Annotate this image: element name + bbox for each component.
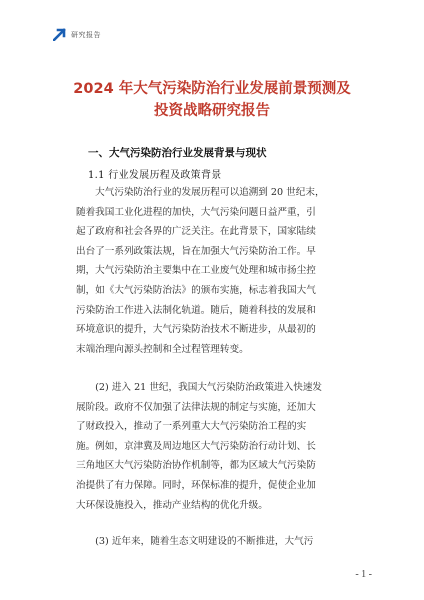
paragraph-line: 三角地区大气污染防治协作机制等，都为区域大气污染防	[76, 460, 316, 472]
paragraph-line: 起了政府和社会各界的广泛关注。在此背景下，国家陆续	[76, 226, 316, 238]
paragraph-line: 施。例如，京津冀及周边地区大气污染防治行动计划、长	[76, 440, 316, 452]
subsection-heading: 1.1 行业发展历程及政策背景	[88, 170, 222, 181]
paragraph-1	[76, 183, 346, 359]
section-heading: 一、大气污染防治行业发展背景与现状	[88, 147, 267, 159]
paragraph-line: 污染防治工作进入法制化轨道。随后，随着科技的发展和	[76, 304, 316, 316]
paragraph-line: (2) 进入 21 世纪，我国大气污染防治政策进入快速发	[76, 382, 323, 393]
header-label: 研究报告	[71, 30, 101, 39]
paragraph-line: 展阶段。政府不仅加强了法律法规的制定与实施，还加大	[76, 401, 316, 413]
paragraph-3	[76, 532, 346, 552]
page-number: - 1 -	[355, 569, 372, 580]
paragraph-line: 治提供了有力保障。同时，环保标准的提升，促使企业加	[76, 479, 316, 491]
title-line-1: 2024 年大气污染防治行业发展前景预测及	[73, 81, 351, 97]
paragraph-2	[76, 378, 346, 515]
paragraph-line: 随着我国工业化进程的加快，大气污染问题日益严重，引	[76, 206, 316, 218]
paragraph-line: 制，如《大气污染防治法》的颁布实施，标志着我国大气	[76, 284, 316, 296]
paragraph-line: 出台了一系列政策法规，旨在加强大气污染防治工作。早	[76, 245, 316, 257]
paragraph-line: 大气污染防治行业的发展历程可以追溯到 20 世纪末，	[76, 187, 325, 198]
document-title	[40, 78, 384, 122]
paragraph-line: (3) 近年来，随着生态文明建设的不断推进，大气污	[76, 536, 314, 547]
title-line-2: 投资战略研究报告	[154, 103, 270, 119]
paragraph-line: 末端治理向源头控制和全过程管理转变。	[76, 343, 249, 355]
paragraph-line: 大环保设施投入，推动产业结构的优化升级。	[76, 499, 268, 511]
paragraph-line: 了财政投入，推动了一系列重大大气污染防治工程的实	[76, 421, 307, 433]
report-logo-icon	[53, 28, 66, 41]
paragraph-line: 期，大气污染防治主要集中在工业废气处理和城市扬尘控	[76, 265, 316, 277]
report-header	[53, 28, 101, 41]
paragraph-line: 环境意识的提升，大气污染防治技术不断进步，从最初的	[76, 324, 316, 336]
